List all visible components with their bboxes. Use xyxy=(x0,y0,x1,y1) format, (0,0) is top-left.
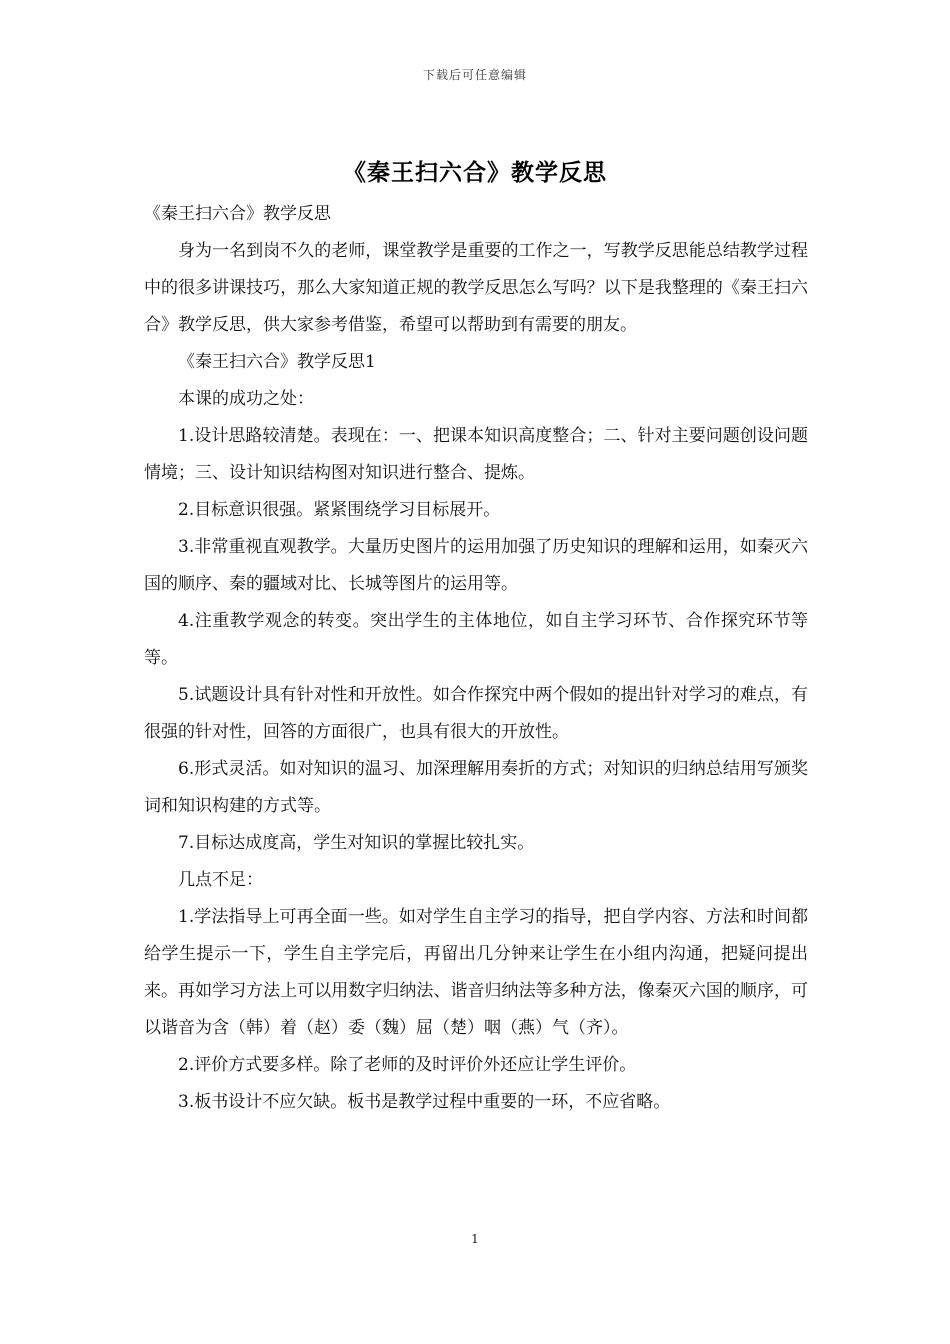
list-item: 3.非常重视直观教学。大量历史图片的运用加强了历史知识的理解和运用，如秦灭六国的顺序、秦的疆域对比、长城等图片的运用等。 xyxy=(144,537,808,594)
list-item: 3.板书设计不应欠缺。板书是教学过程中重要的一环，不应省略。 xyxy=(178,1092,671,1112)
page-number: 1 xyxy=(471,1232,479,1246)
document-title: 《秦王扫六合》教学反思 xyxy=(343,159,607,186)
list-item: 2.评价方式要多样。除了老师的及时评价外还应让学生评价。 xyxy=(178,1055,637,1075)
section-heading: 《秦王扫六合》教学反思1 xyxy=(178,352,376,372)
page-header-note: 下载后可任意编辑 xyxy=(422,68,527,82)
document-body xyxy=(144,196,808,1121)
list-item: 2.目标意识很强。紧紧围绕学习目标展开。 xyxy=(178,500,501,520)
list-item: 6.形式灵活。如对知识的温习、加深理解用奏折的方式；对知识的归纳总结用写颁奖词和知识构建的方式等。 xyxy=(144,759,808,816)
body-paragraph: 身为一名到岗不久的老师，课堂教学是重要的工作之一，写教学反思能总结教学过程中的很多讲课技巧，那么大家知道正规的教学反思怎么写吗？以下是我整理的《秦王扫六合》教学反思，供大家参考借鉴，希望可以帮助到有需要的朋友。 xyxy=(144,241,808,335)
list-item: 1.学法指导上可再全面一些。如对学生自主学习的指导，把自学内容、方法和时间都给学生提示一下，学生自主学完后，再留出几分钟来让学生在小组内沟通，把疑问提出来。再如学习方法上可以用数字归纳法、谐音归纳法等多种方法，像秦灭六国的顺序，可以谐音为含（韩）着（赵）委（魏）屈（楚）咽（燕）气（齐）。 xyxy=(144,907,808,1038)
body-paragraph: 几点不足： xyxy=(178,870,263,890)
list-item: 5.试题设计具有针对性和开放性。如合作探究中两个假如的提出针对学习的难点，有很强的针对性，回答的方面很广，也具有很大的开放性。 xyxy=(144,685,808,742)
list-item: 4.注重教学观念的转变。突出学生的主体地位，如自主学习环节、合作探究环节等等。 xyxy=(144,611,808,668)
body-paragraph-subtitle: 《秦王扫六合》教学反思 xyxy=(144,204,331,224)
list-item: 1.设计思路较清楚。表现在：一、把课本知识高度整合；二、针对主要问题创设问题情境；三、设计知识结构图对知识进行整合、提炼。 xyxy=(144,426,808,483)
body-paragraph: 本课的成功之处： xyxy=(178,389,314,409)
list-item: 7.目标达成度高，学生对知识的掌握比较扎实。 xyxy=(178,833,535,853)
